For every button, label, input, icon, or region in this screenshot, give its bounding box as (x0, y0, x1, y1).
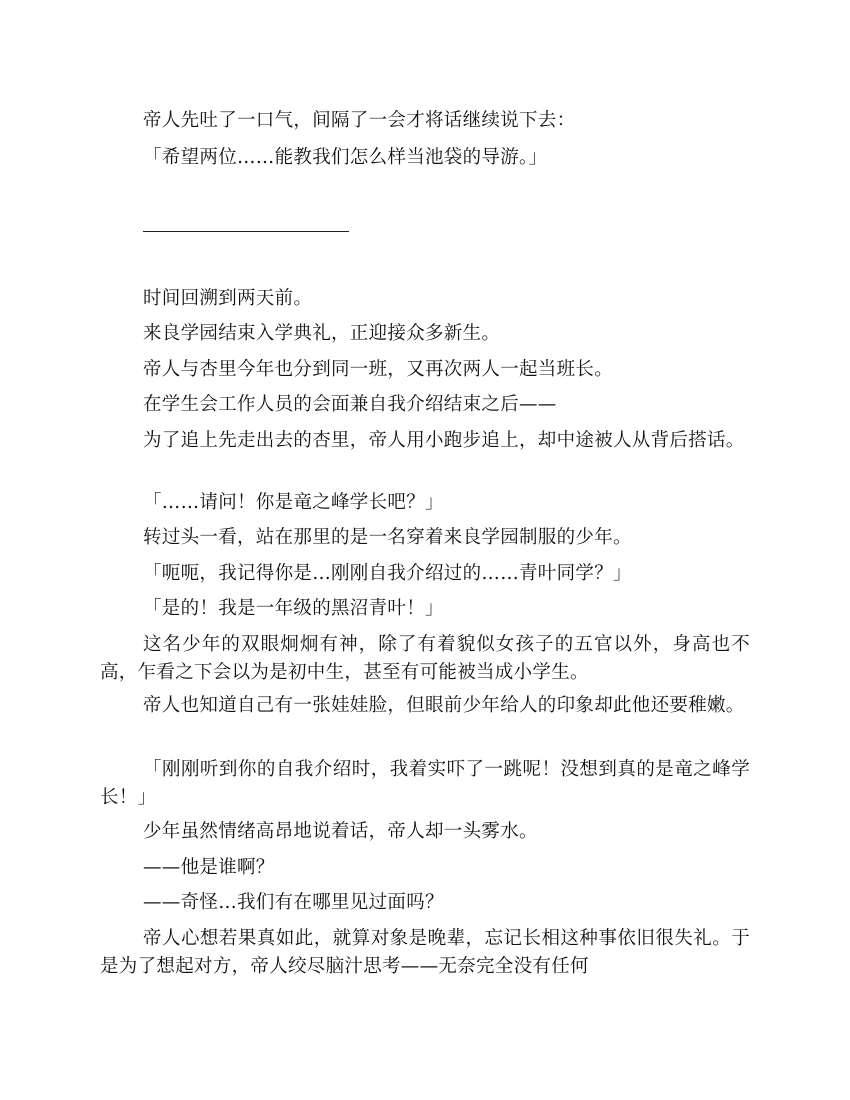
paragraph-14: 「刚刚听到你的自我介绍时，我着实吓了一跳呢！没想到真的是竜之峰学长！」 (100, 759, 750, 808)
paragraph-6: 在学生会工作人员的会面兼自我介绍结束之后—— (143, 394, 557, 415)
paragraph-10: 「呃呃，我记得你是…刚刚自我介绍过的……青叶同学？」 (143, 563, 632, 584)
paragraph-3: 时间回溯到两天前。 (143, 288, 313, 309)
paragraph-16: ——他是谁啊？ (143, 857, 275, 878)
section-divider (143, 231, 349, 232)
paragraph-17: ——奇怪…我们有在哪里见过面吗？ (143, 892, 444, 913)
paragraph-1: 帝人先吐了一口气，间隔了一会才将话继续说下去： (143, 110, 576, 131)
paragraph-4: 来良学园结束入学典礼，正迎接众多新生。 (143, 323, 501, 344)
paragraph-11: 「是的！我是一年级的黑沼青叶！」 (143, 598, 444, 619)
paragraph-8: 「……请问！你是竜之峰学长吧？」 (143, 492, 444, 513)
paragraph-2: 「希望两位……能教我们怎么样当池袋的导游。」 (143, 147, 548, 168)
paragraph-12: 这名少年的双眼炯炯有神，除了有着貌似女孩子的五官以外，身高也不高，乍看之下会以为是初中生，甚至有可能被当成小学生。 (100, 634, 750, 683)
paragraph-7: 为了追上先走出去的杏里，帝人用小跑步追上，却中途被人从背后搭话。 (143, 430, 745, 451)
paragraph-15: 少年虽然情绪高昂地说着话，帝人却一头雾水。 (143, 821, 538, 842)
paragraph-13: 帝人也知道自己有一张娃娃脸，但眼前少年给人的印象却此他还要稚嫩。 (143, 695, 745, 716)
paragraph-18: 帝人心想若果真如此，就算对象是晚辈，忘记长相这种事依旧很失礼。于是为了想起对方，帝人绞尽脑汁思考——无奈完全没有任何 (100, 928, 750, 977)
paragraph-5: 帝人与杏里今年也分到同一班，又再次两人一起当班长。 (143, 359, 614, 380)
paragraph-9: 转过头一看，站在那里的是一名穿着来良学园制服的少年。 (143, 527, 632, 548)
